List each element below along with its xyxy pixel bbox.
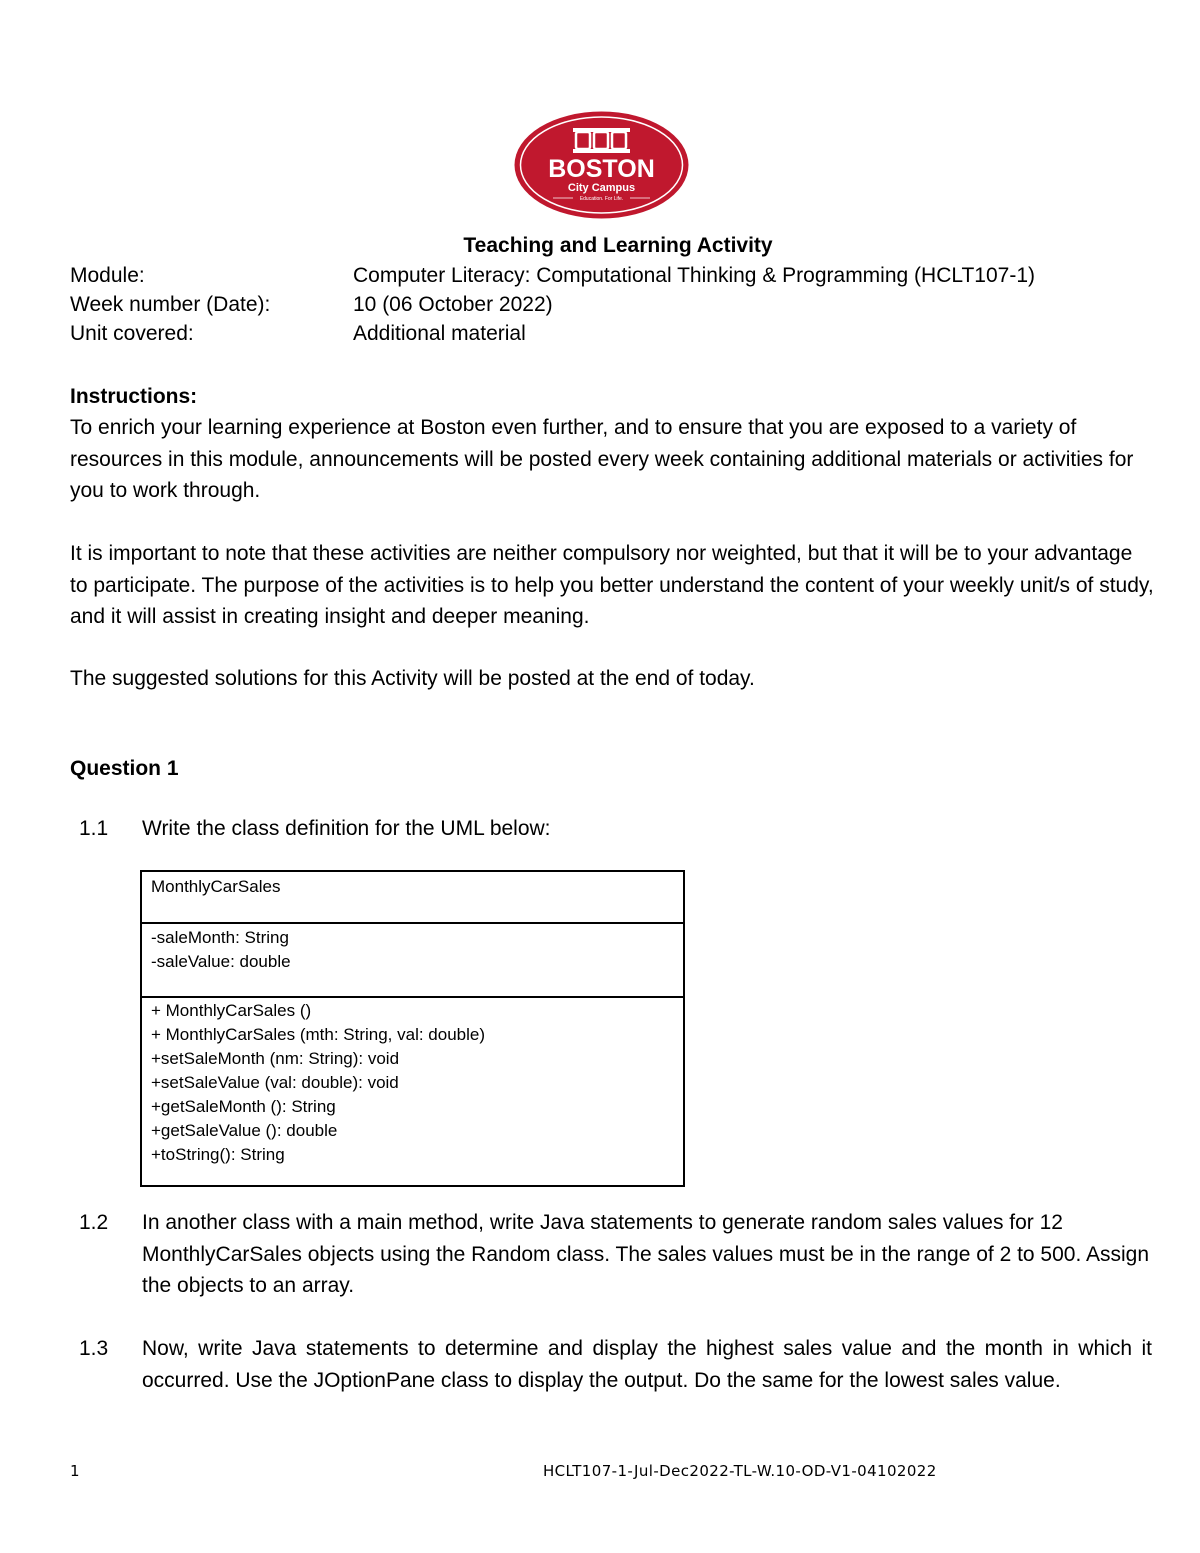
- uml-attribute: -saleMonth: String: [151, 928, 289, 947]
- uml-operation: +setSaleValue (val: double): void: [151, 1073, 399, 1092]
- uml-attributes-section: [142, 924, 683, 998]
- meta-value: 10 (06 October 2022): [353, 293, 553, 316]
- instructions-paragraph-2: It is important to note that these activities are neither compulsory nor weighted, but that it will be to your advantage to participate. The purpose of the activities is to help you better understand the content of your weekly unit/s of study, and it will assist in creating insight and deeper meaning.: [70, 542, 1154, 628]
- instructions-paragraph-1: To enrich your learning experience at Boston even further, and to ensure that you are exposed to a variety of resources in this module, announcements will be posted every week containing additional materials or activities for you to work through.: [70, 416, 1134, 502]
- question-text: In another class with a main method, write Java statements to generate random sales values for 12 MonthlyCarSales objects using the Random class. The sales values must be in the range of 2 to 500. Assign the objects to an array.: [142, 1211, 1150, 1297]
- uml-class-name: MonthlyCarSales: [151, 877, 281, 896]
- uml-operations-section: [142, 998, 683, 1167]
- uml-operation: +getSaleValue (): double: [151, 1121, 338, 1140]
- uml-operation: +getSaleMonth (): String: [151, 1097, 336, 1116]
- uml-operation: + MonthlyCarSales (mth: String, val: double): [151, 1025, 486, 1044]
- instructions-heading: Instructions:: [70, 385, 198, 408]
- uml-operation: + MonthlyCarSales (): [151, 1001, 312, 1020]
- meta-value: Additional material: [353, 322, 526, 345]
- question-number: 1.2: [79, 1211, 109, 1234]
- meta-label: Unit covered:: [70, 322, 194, 345]
- question-number: 1.3: [79, 1337, 109, 1360]
- meta-label: Week number (Date):: [70, 293, 271, 316]
- boston-city-campus-logo: [513, 110, 690, 220]
- question-text: Write the class definition for the UML below:: [142, 817, 551, 840]
- question-heading: Question 1: [70, 757, 179, 780]
- logo-name: BOSTON: [548, 155, 655, 183]
- meta-label: Module:: [70, 264, 145, 287]
- meta-value: Computer Literacy: Computational Thinking & Programming (HCLT107-1): [353, 264, 1036, 287]
- uml-operation: +setSaleMonth (nm: String): void: [151, 1049, 400, 1068]
- question-number: 1.1: [79, 817, 109, 840]
- logo-tagline: Education. For Life.: [579, 196, 624, 202]
- uml-class-name-section: [142, 872, 683, 924]
- instructions-paragraph-3: The suggested solutions for this Activity will be posted at the end of today.: [70, 667, 755, 690]
- uml-operation: +toString(): String: [151, 1145, 285, 1164]
- page-number: 1: [70, 1462, 80, 1480]
- logo-sub: City Campus: [567, 182, 636, 194]
- document-title: Teaching and Learning Activity: [463, 234, 773, 257]
- document-code: HCLT107-1-Jul-Dec2022-TL-W.10-OD-V1-04102022: [543, 1462, 937, 1480]
- uml-attribute: -saleValue: double: [151, 952, 291, 971]
- uml-class-diagram: [140, 870, 685, 1187]
- question-text: Now, write Java statements to determine and display the highest sales value and the month in which it occurred. Use the JOptionPane class to display the output. Do the same for the lowest sales value.: [142, 1337, 1152, 1392]
